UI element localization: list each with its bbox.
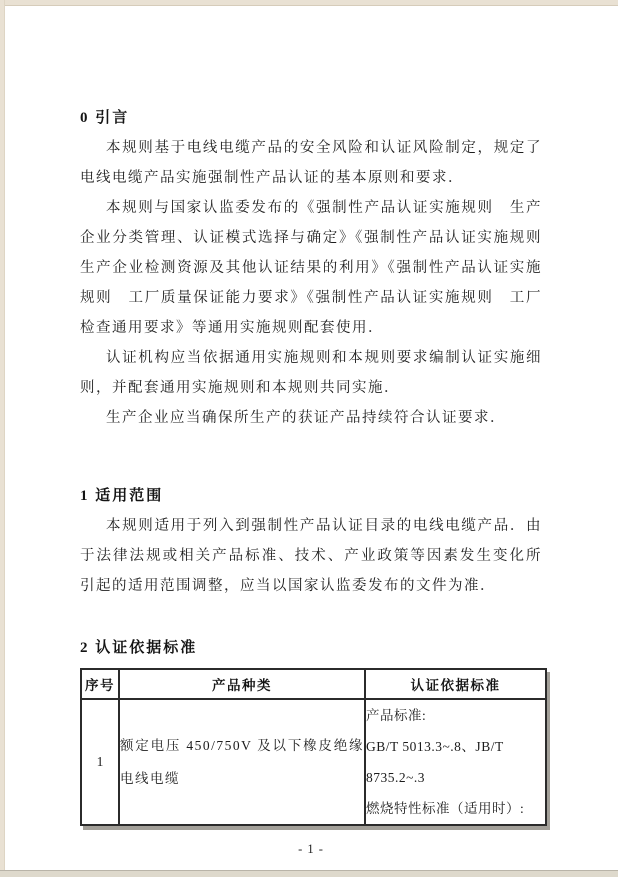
row-number-cell: 1	[81, 699, 119, 825]
scan-edge-left	[0, 0, 5, 877]
page-number: - 1 -	[298, 842, 324, 856]
intro-paragraph-3: 认证机构应当依据通用实施规则和本规则要求编制认证实施细则，并配套通用实施规则和本规则共同实施．	[80, 350, 542, 396]
basis-line-burning-standard: 燃烧特性标准（适用时）:	[366, 801, 525, 816]
column-header-basis: 认证依据标准	[365, 669, 546, 699]
basis-line-standard-numbers: GB/T 5013.3~.8、JB/T 8735.2~.3	[366, 739, 504, 785]
table-header-row	[81, 669, 546, 699]
document-page	[80, 0, 558, 857]
certification-basis-cell	[365, 699, 546, 825]
product-category-cell: 额定电压 450/750V 及以下橡皮绝缘电线电缆	[119, 699, 365, 825]
scan-edge-bottom	[0, 870, 618, 877]
section-heading-standards: 2 认证依据标准	[80, 640, 198, 656]
column-header-category: 产品种类	[119, 669, 365, 699]
scope-paragraph-1: 本规则适用于列入到强制性产品认证目录的电线电缆产品．由于法律法规或相关产品标准、技术、产业政策等因素发生变化所引起的适用范围调整，应当以国家认监委发布的文件为准．	[80, 518, 542, 594]
intro-paragraph-4: 生产企业应当确保所生产的获证产品持续符合认证要求．	[106, 410, 506, 426]
table-row	[81, 699, 546, 825]
certification-standards-table	[80, 668, 547, 826]
section-heading-scope: 1 适用范围	[80, 488, 164, 504]
basis-line-product-standard: 产品标准:	[366, 708, 427, 723]
column-header-no: 序号	[81, 669, 119, 699]
intro-paragraph-2: 本规则与国家认监委发布的《强制性产品认证实施规则 生产企业分类管理、认证模式选择与确定》《强制性产品认证实施规则 生产企业检测资源及其他认证结果的利用》《强制性产品认证实施规则 工厂质量保证能力要求》《强制性产品认证实施规则 工厂检查通用要求》等通用实施规则配套使用．	[80, 200, 558, 336]
intro-paragraph-1: 本规则基于电线电缆产品的安全风险和认证风险制定，规定了电线电缆产品实施强制性产品认证的基本原则和要求．	[80, 140, 542, 186]
section-heading-intro: 0 引言	[80, 110, 130, 126]
